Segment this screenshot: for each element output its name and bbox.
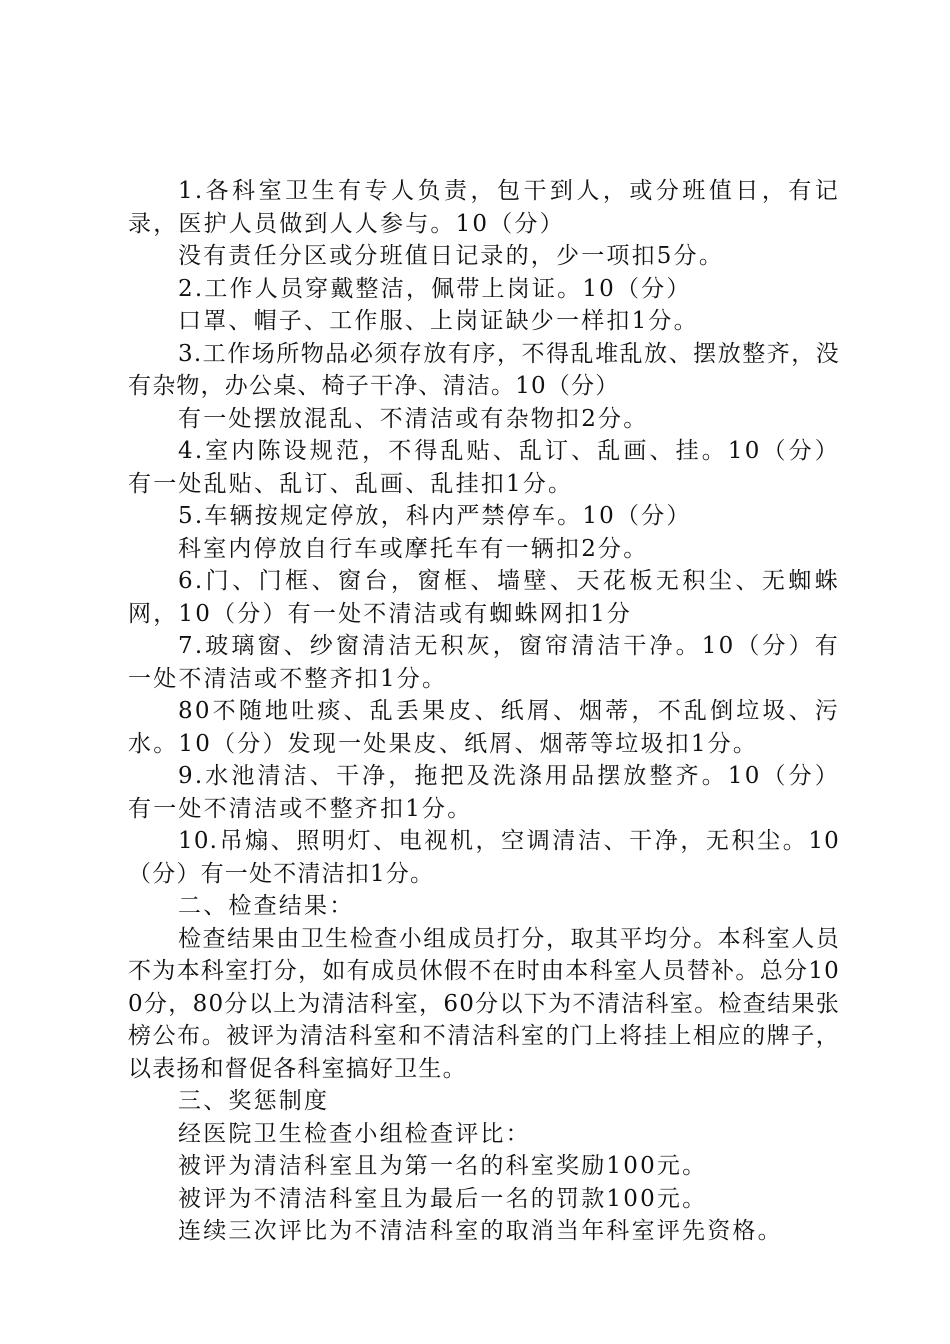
paragraph-item-3-deduction: 有一处摆放混乱、不清洁或有杂物扣2分。 xyxy=(178,405,649,432)
section-heading-results: 二、检查结果： xyxy=(178,893,355,919)
paragraph-item-5-deduction: 科室内停放自行车或摩托车有一辆扣2分。 xyxy=(178,535,649,562)
paragraph-item-1-deduction: 没有责任分区或分班值日记录的，少一项扣5分。 xyxy=(178,243,725,269)
paragraph-reward-first: 被评为清洁科室且为第一名的科室奖励100元。 xyxy=(178,1153,708,1179)
paragraph-item-2-deduction: 口罩、帽子、工作服、上岗证缺少一样扣1分。 xyxy=(178,308,699,334)
paragraph-item-2: 2.工作人员穿戴整洁，佩带上岗证。10（分） xyxy=(178,275,692,302)
paragraph-item-6: 6.门、门框、窗台，窗框、墙壁、天花板无积尘、无蜘蛛网，10（分）有一处不清洁或有蜘蛛网扣1分 xyxy=(128,568,840,627)
section-heading-rewards: 三、奖惩制度 xyxy=(178,1088,330,1114)
paragraph-results-body: 检查结果由卫生检查小组成员打分，取其平均分。本科室人员不为本科室打分，如有成员休假不在时由本科室人员替补。总分100分，80分以上为清洁科室，60分以下为不清洁科室。检查结果张榜公布。被评为清洁科室和不清洁科室的门上将挂上相应的牌子，以表扬和督促各科室搞好卫生。 xyxy=(128,925,840,1082)
paragraph-item-10: 10.吊煽、照明灯、电视机，空调清洁、干净，无积尘。10（分）有一处不清洁扣1分。 xyxy=(128,828,840,887)
paragraph-item-3: 3.工作场所物品必须存放有序，不得乱堆乱放、摆放整齐，没有杂物，办公桌、椅子干净、清洁。10（分） xyxy=(128,340,840,399)
paragraph-item-9: 9.水池清洁、干净，拖把及洗涤用品摆放整齐。10（分）有一处不清洁或不整齐扣1分。 xyxy=(128,763,840,822)
paragraph-item-1: 1.各科室卫生有专人负责，包干到人，或分班值日，有记录，医护人员做到人人参与。10（分） xyxy=(128,178,840,237)
paragraph-rewards-intro: 经医院卫生检查小组检查评比： xyxy=(178,1120,531,1147)
paragraph-penalty-consecutive: 连续三次评比为不清洁科室的取消当年科室评先资格。 xyxy=(178,1218,783,1244)
paragraph-penalty-last: 被评为不清洁科室且为最后一名的罚款100元。 xyxy=(178,1185,708,1212)
paragraph-item-5: 5.车辆按规定停放，科内严禁停车。10（分） xyxy=(178,503,692,529)
document-body xyxy=(128,175,840,1248)
paragraph-item-8: 80不随地吐痰、乱丢果皮、纸屑、烟蒂，不乱倒垃圾、污水。10（分）发现一处果皮、纸屑、烟蒂等垃圾扣1分。 xyxy=(128,698,840,757)
paragraph-item-7: 7.玻璃窗、纱窗清洁无积灰，窗帘清洁干净。10（分）有一处不清洁或不整齐扣1分。 xyxy=(128,633,840,692)
paragraph-item-4: 4.室内陈设规范，不得乱贴、乱订、乱画、挂。10（分）有一处乱贴、乱订、乱画、乱挂扣1分。 xyxy=(128,438,840,497)
